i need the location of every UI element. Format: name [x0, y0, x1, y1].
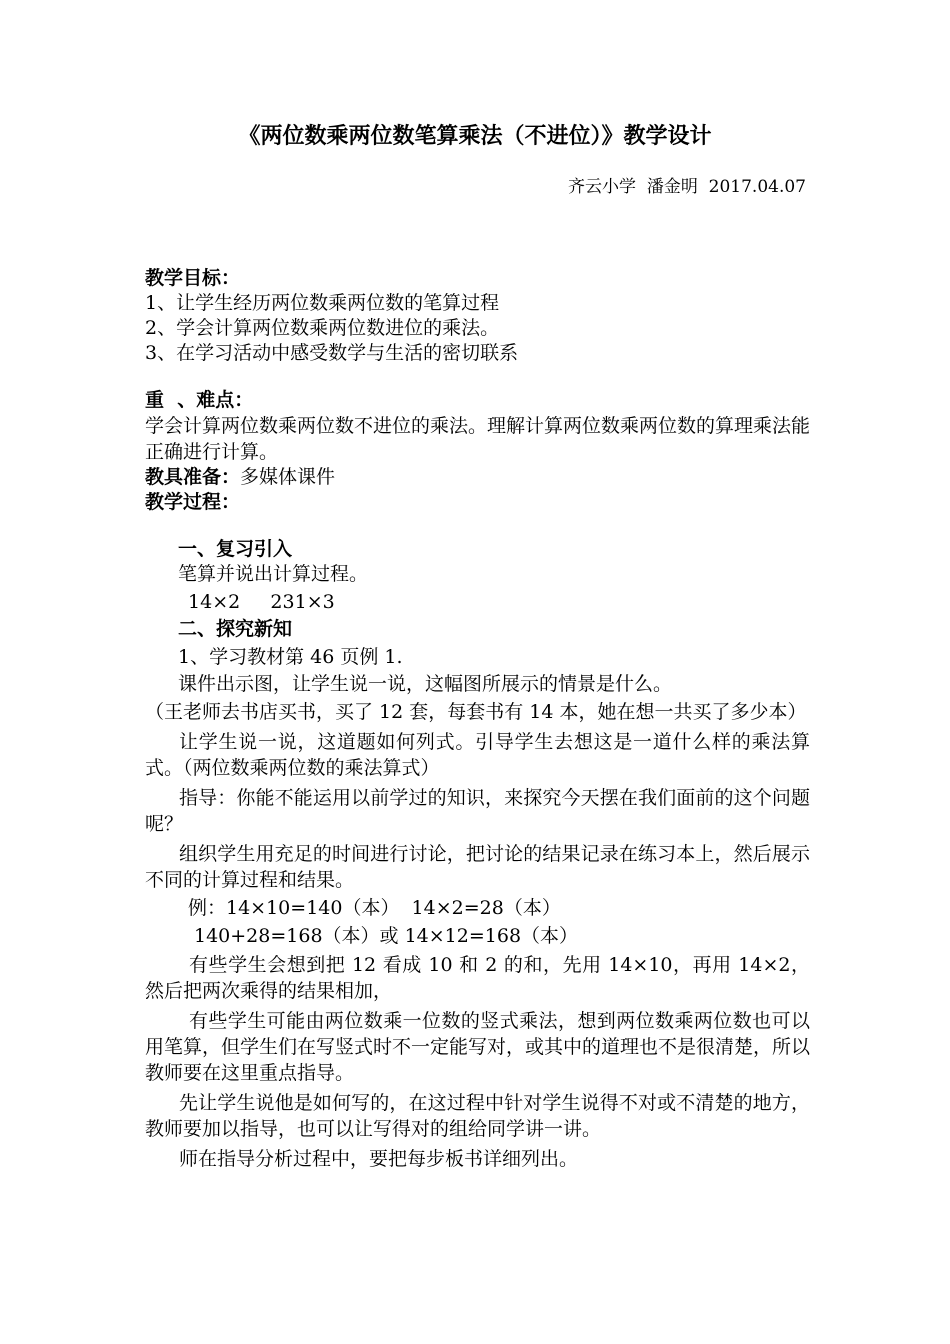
example-line: 140+28=168（本）或 14×12=168（本） [194, 925, 579, 947]
section2-paragraph: 1、学习教材第 46 页例 1. [178, 646, 403, 668]
author-byline: 齐云小学 潘金明 2017.04.07 [568, 177, 806, 197]
example-line: 例：14×10=140（本） 14×2=28（本） [188, 897, 561, 919]
tools-label: 教具准备： [145, 466, 241, 488]
section2-paragraph: 指导：你能不能运用以前学过的知识，来探究今天摆在我们面前的这个问题呢？ [145, 787, 810, 835]
section1-line: 笔算并说出计算过程。 [178, 563, 369, 585]
section2-paragraph: 组织学生用充足的时间进行讨论，把讨论的结果记录在练习本上，然后展示不同的计算过程和结果。 [145, 843, 810, 891]
section2-paragraph: 师在指导分析过程中，要把每步板书详细列出。 [179, 1148, 579, 1170]
explore-section [145, 617, 810, 1172]
review-section [145, 537, 810, 615]
section2-paragraph: 课件出示图，让学生说一说，这幅图所展示的情景是什么。 [178, 673, 673, 695]
process-heading: 教学过程： [145, 491, 241, 513]
section2-paragraph: 让学生说一说，这道题如何列式。引导学生去想这是一道什么样的乘法算式。（两位数乘两位数的乘法算式） [145, 731, 810, 779]
section2-heading: 二、探究新知 [178, 618, 293, 640]
tools-value: 多媒体课件 [240, 466, 336, 488]
teaching-goals-section [145, 266, 810, 366]
teaching-tools [145, 465, 810, 490]
section2-paragraph: 有些学生可能由两位数乘一位数的竖式乘法，想到两位数乘两位数也可以用笔算，但学生们在写竖式时不一定能写对，或其中的道理也不是很清楚，所以教师要在这里重点指导。 [145, 1010, 811, 1084]
section1-heading: 一、复习引入 [178, 538, 293, 560]
section2-paragraph: 有些学生会想到把 12 看成 10 和 2 的和，先用 14×10，再用 14×2，然后把两次乘得的结果相加， [145, 954, 810, 1002]
key-points-heading: 重 、难点： [145, 389, 254, 411]
goal-item: 1、让学生经历两位数乘两位数的笔算过程 [145, 292, 500, 314]
section2-paragraph: 先让学生说他是如何写的，在这过程中针对学生说得不对或不清楚的地方，教师要加以指导，也可以让写得对的组给同学讲一讲。 [145, 1092, 810, 1140]
goals-heading: 教学目标： [145, 267, 241, 289]
goal-item: 2、学会计算两位数乘两位数进位的乘法。 [145, 317, 500, 339]
section2-paragraph: （王老师去书店买书，买了 12 套，每套书有 14 本，她在想一共买了多少本） [145, 701, 807, 723]
goal-item: 3、在学习活动中感受数学与生活的密切联系 [145, 342, 519, 364]
document-title: 《两位数乘两位数笔算乘法（不进位）》教学设计 [238, 124, 712, 149]
key-points-section [145, 388, 810, 515]
key-points-text: 学会计算两位数乘两位数不进位的乘法。理解计算两位数乘两位数的算理乘法能正确进行计算。 [145, 415, 811, 463]
section1-expressions: 14×2 231×3 [182, 591, 335, 613]
